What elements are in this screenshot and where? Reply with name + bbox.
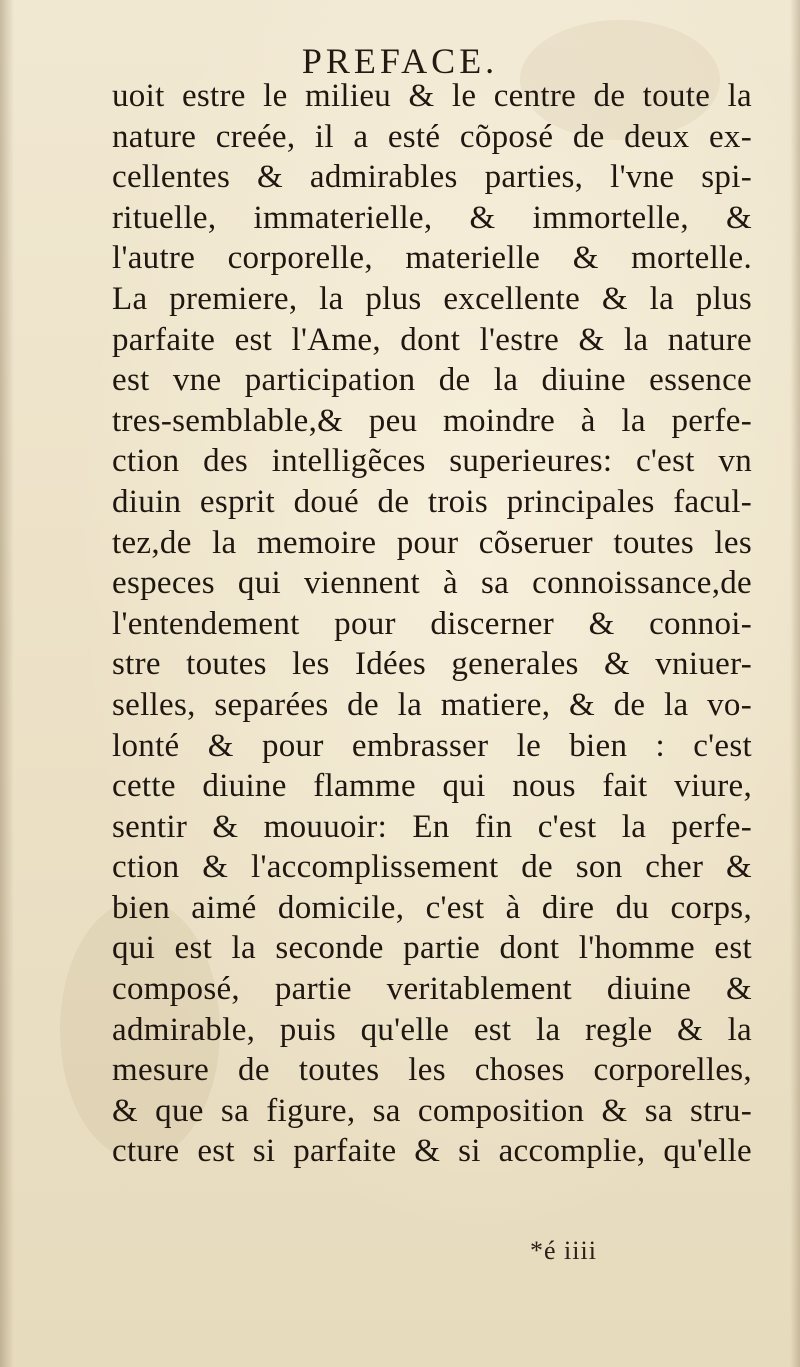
text-line: ction des intelligẽces superieures: c'est vn: [112, 443, 752, 480]
text-line: bien aimé domicile, c'est à dire du corps,: [112, 889, 752, 926]
text-line: cette diuine flamme qui nous fait viure,: [112, 768, 752, 805]
text-line: composé, partie veritablement diuine &: [112, 971, 752, 1008]
text-line: l'entendement pour discerner & connoi-: [112, 605, 752, 642]
text-line: admirable, puis qu'elle est la regle & la: [112, 1011, 752, 1048]
text-line: especes qui viennent à sa connoissance,de: [112, 565, 752, 602]
text-line: La premiere, la plus excellente & la plus: [112, 280, 752, 317]
body-text: [112, 76, 752, 1172]
text-line: rituelle, immaterielle, & immortelle, &: [112, 199, 752, 236]
text-line: ction & l'accomplissement de son cher &: [112, 849, 752, 886]
text-line: parfaite est l'Ame, dont l'estre & la nature: [112, 321, 752, 358]
text-line: diuin esprit doué de trois principales facul-: [112, 483, 752, 520]
text-line: cellentes & admirables parties, l'vne spi-: [112, 159, 752, 196]
text-line: lonté & pour embrasser le bien : c'est: [112, 727, 752, 764]
text-line: cture est si parfaite & si accomplie, qu'elle: [112, 1133, 752, 1170]
text-line: uoit estre le milieu & le centre de toute la: [112, 78, 752, 114]
running-title: PREFACE.: [301, 41, 499, 81]
text-line: nature creée, il a esté cõposé de deux ex-: [112, 118, 752, 155]
text-line: sentir & mouuoir: En fin c'est la perfe-: [112, 808, 752, 845]
text-line: tez,de la memoire pour cõseruer toutes les: [112, 524, 752, 561]
text-line: tres-semblable,& peu moindre à la perfe-: [112, 402, 752, 439]
text-line: l'autre corporelle, materielle & mortelle.: [112, 240, 752, 277]
text-line: selles, separées de la matiere, & de la vo-: [112, 686, 752, 723]
text-line: mesure de toutes les choses corporelles,: [112, 1052, 752, 1089]
page-edge-right: [790, 0, 800, 1367]
text-line: stre toutes les Idées generales & vniuer-: [112, 646, 752, 683]
signature-mark: *é iiii: [530, 1236, 597, 1265]
text-line: qui est la seconde partie dont l'homme est: [112, 930, 752, 967]
page-edge-left: [0, 0, 14, 1367]
text-line: est vne participation de la diuine essence: [112, 362, 752, 399]
text-line: & que sa figure, sa composition & sa stru-: [112, 1092, 752, 1129]
